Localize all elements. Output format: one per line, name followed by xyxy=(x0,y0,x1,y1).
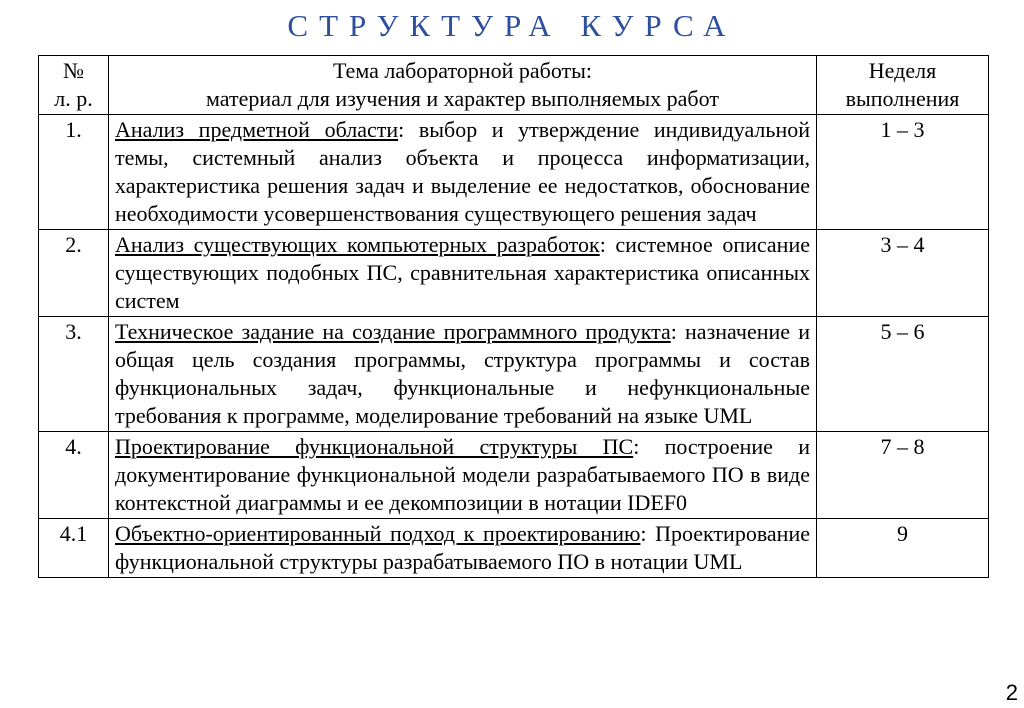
course-structure-table xyxy=(38,55,989,578)
row-topic-title: Анализ существующих компьютерных разработок xyxy=(115,232,600,257)
row-topic-title: Объектно-ориентированный подход к проектированию xyxy=(115,521,641,546)
row-week: 5 – 6 xyxy=(817,317,989,432)
header-topic-line1: Тема лабораторной работы: xyxy=(332,58,593,83)
row-number: 3. xyxy=(39,317,109,432)
row-week: 7 – 8 xyxy=(817,432,989,519)
row-topic-description: : выбор и утверждение индивидуальной темы, системный анализ объекта и процесса информатизации, характеристика решения задач и выделение ее недостатков, обоснование необходимости усовершенствования существующего решения задач xyxy=(115,117,810,226)
table-row xyxy=(39,317,989,432)
row-number: 1. xyxy=(39,115,109,230)
header-number-line2: л. р. xyxy=(54,86,93,111)
row-topic-description: : назначение и общая цель создания программы, структура программы и состав функциональных задач, функциональные и нефункциональные требования к программе, моделирование требований на языке UML xyxy=(115,319,810,428)
header-week xyxy=(817,56,989,115)
header-number xyxy=(39,56,109,115)
row-topic-title: Техническое задание на создание программного продукта xyxy=(115,319,671,344)
row-topic-description: : Проектирование функциональной структуры разрабатываемого ПО в нотации UML xyxy=(115,521,810,574)
table-row xyxy=(39,432,989,519)
slide-title: СТРУКТУРА КУРСА xyxy=(287,8,737,43)
header-topic-line2: материал для изучения и характер выполняемых работ xyxy=(206,86,719,111)
row-number: 4.1 xyxy=(39,519,109,578)
header-week-line1: Неделя xyxy=(868,58,937,83)
header-topic xyxy=(109,56,817,115)
row-topic xyxy=(109,519,817,578)
header-number-line1: № xyxy=(63,58,84,83)
row-number: 2. xyxy=(39,230,109,317)
row-topic-description: : системное описание существующих подобных ПС, сравнительная характеристика описанных систем xyxy=(115,232,810,313)
row-topic-title: Проектирование функциональной структуры ПС xyxy=(115,434,634,459)
row-week: 1 – 3 xyxy=(817,115,989,230)
row-topic xyxy=(109,432,817,519)
header-week-line2: выполнения xyxy=(845,86,960,111)
table-row xyxy=(39,115,989,230)
row-week: 3 – 4 xyxy=(817,230,989,317)
table-header-row xyxy=(39,56,989,115)
row-topic xyxy=(109,115,817,230)
row-topic-description: : построение и документирование функциональной модели разрабатываемого ПО в виде контекстной диаграммы и ее декомпозиции в нотации IDEF0 xyxy=(115,434,810,515)
row-topic xyxy=(109,317,817,432)
row-topic-title: Анализ предметной области xyxy=(115,117,399,142)
page-number: 2 xyxy=(1005,680,1018,705)
row-topic xyxy=(109,230,817,317)
table-row xyxy=(39,519,989,578)
table-row xyxy=(39,230,989,317)
row-week: 9 xyxy=(817,519,989,578)
row-number: 4. xyxy=(39,432,109,519)
